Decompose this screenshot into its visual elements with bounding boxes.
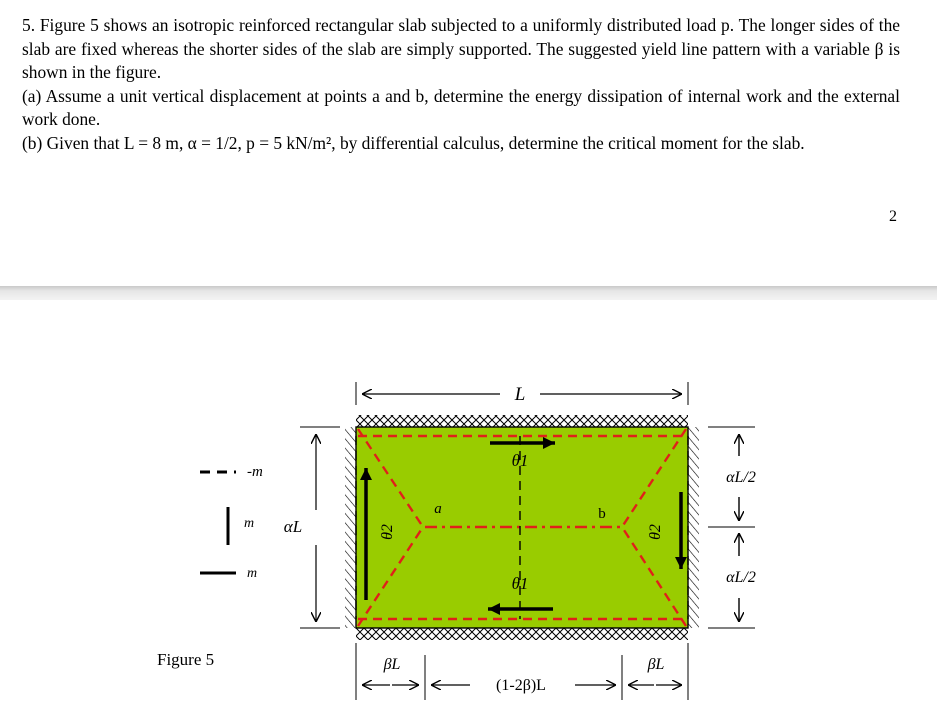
length-label: L [514,384,526,405]
legend-label-negative: -m [247,464,263,480]
simple-support-left [345,427,356,628]
half-height-label-bottom: αL/2 [726,569,756,586]
page-number: 2 [889,208,897,225]
figure-caption: Figure 5 [157,650,215,669]
legend-label-positive: m [244,516,255,531]
point-a-label: a [434,501,442,517]
fixed-edge-bottom [356,628,688,640]
question-part-b: (b) Given that L = 8 m, α = 1/2, p = 5 kN/m², by differential calculus, determine the critical moment for the slab. [22,132,805,153]
theta2-left-label: θ2 [379,524,396,540]
fixed-edge-top [356,415,688,427]
theta2-right-label: θ2 [647,524,664,540]
simple-support-right [688,427,699,628]
question-text [22,14,900,156]
legend-label-zero: m [247,566,258,581]
figure-5 [0,300,937,719]
question-part-a: (a) Assume a unit vertical displacement at points a and b, determine the energy dissipation of internal work and the external work done. [22,85,900,130]
theta1-top-label: θ1 [511,451,529,470]
half-height-label-top: αL/2 [726,469,756,486]
theta1-bottom-label: θ1 [511,574,529,593]
middle-length-label: (1-2β)L [496,677,546,694]
page-divider [0,286,937,300]
height-label: αL [283,517,303,536]
question-paragraph-1: 5. Figure 5 shows an isotropic reinforced rectangular slab subjected to a uniformly distributed load p. The longer sides of the slab are fixed whereas the shorter sides of the slab are simply supported. The suggested yield line pattern with a variable β is shown in the figure. [22,15,900,83]
beta-l-label-left: βL [383,656,401,673]
beta-l-label-right: βL [647,656,665,673]
point-b-label: b [598,506,606,522]
